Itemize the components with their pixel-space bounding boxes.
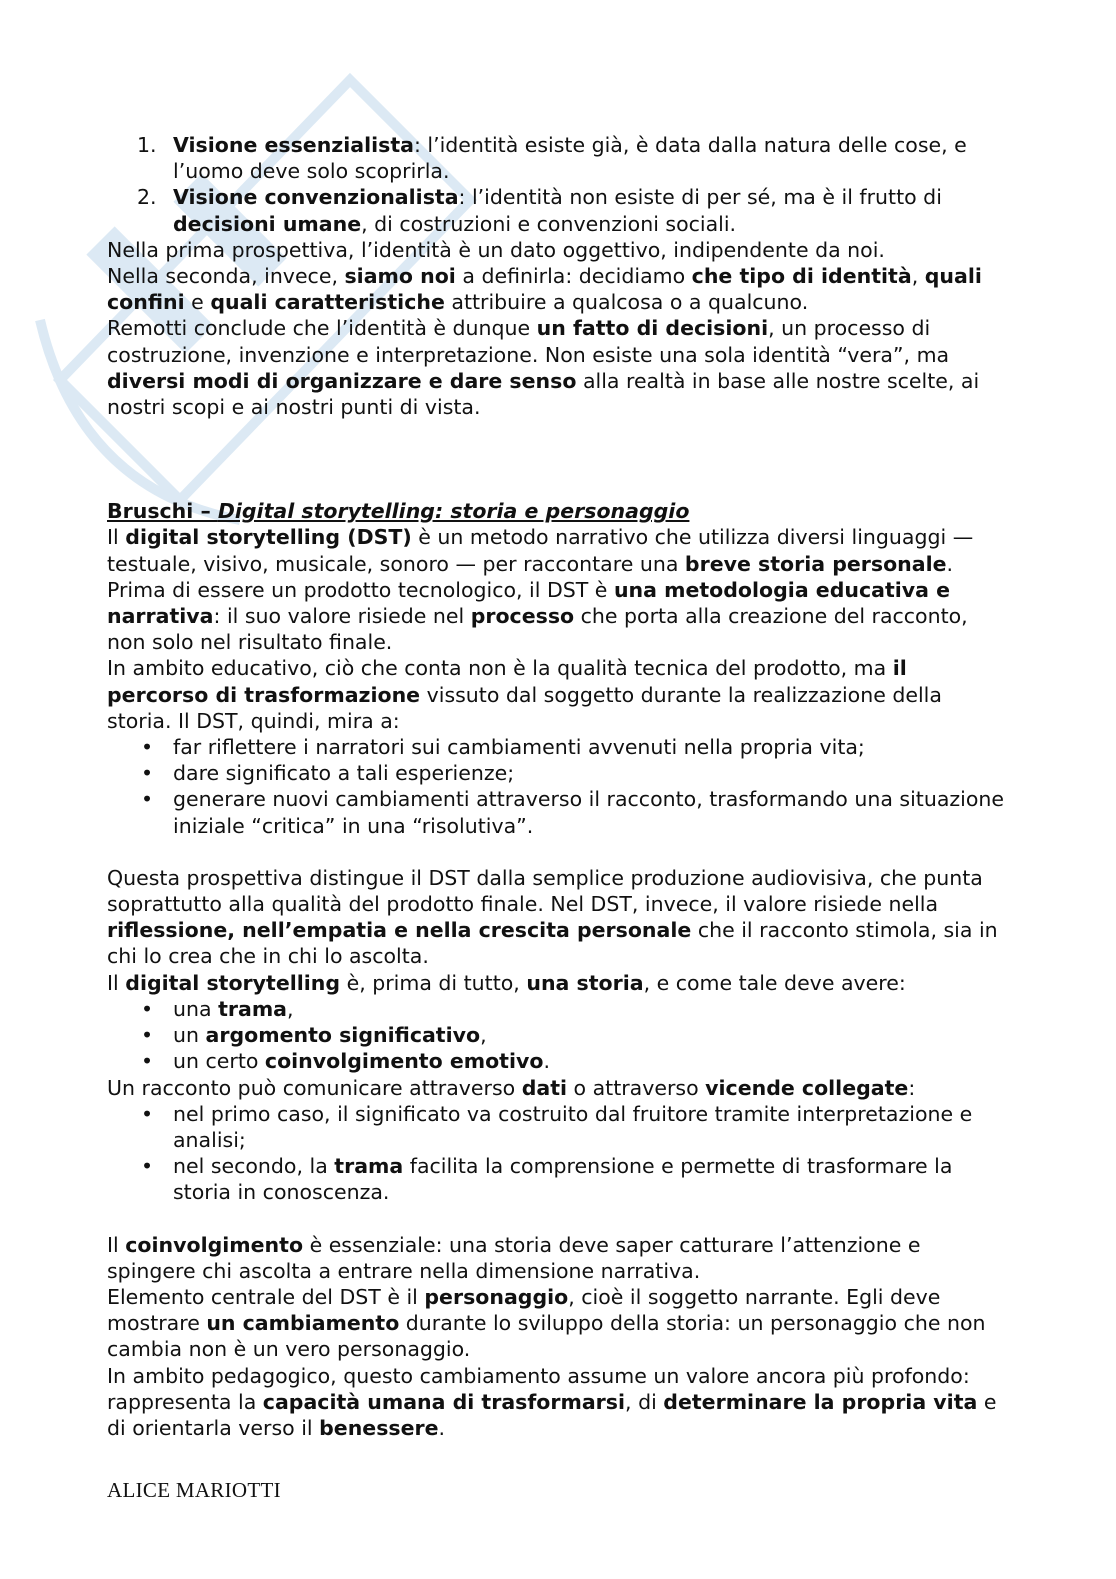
footer-author: ALICE MARIOTTI bbox=[107, 1478, 281, 1502]
bullet-list bbox=[107, 1101, 1007, 1206]
list-item: • dare significato a tali esperienze; bbox=[107, 760, 1007, 786]
list-item: • una trama, bbox=[107, 996, 1007, 1022]
paragraph: Il digital storytelling (DST) è un metodo narrativo che utilizza diversi linguaggi — testuale, visivo, musicale, sonoro — per raccontare una breve storia personale. Prima di essere un prodotto tecnologico, il DST è una metodologia educativa e narrativa: il suo valore risiede nel processo che porta alla creazione del racconto, non solo nel risultato finale. bbox=[107, 525, 974, 655]
paragraph: Questa prospettiva distingue il DST dalla semplice produzione audiovisiva, che punta soprattutto alla qualità del prodotto finale. Nel DST, invece, il valore risiede nella riflessione, nell’empatia e nella crescita personale che il racconto stimola, sia in chi lo crea che in chi lo ascolta. bbox=[107, 865, 998, 969]
bold-term: Visione essenzialista bbox=[173, 133, 414, 157]
text-span: : l’identità non esiste di per sé, ma è il frutto di bbox=[458, 185, 942, 210]
bold-term: Visione convenzionalista bbox=[173, 185, 459, 210]
paragraph: In ambito educativo, ciò che conta non è la qualità tecnica del prodotto, ma il percorso di trasformazione vissuto dal soggetto durante la realizzazione della storia. Il DST, quindi, mira a: bbox=[107, 656, 942, 733]
list-number: 1. bbox=[137, 133, 157, 157]
paragraph: Nella prima prospettiva, l’identità è un dato oggettivo, indipendente da noi. bbox=[107, 237, 885, 262]
section-heading: Bruschi – Digital storytelling: storia e personaggio bbox=[107, 499, 690, 524]
list-item bbox=[107, 132, 1007, 184]
paragraph: Elemento centrale del DST è il personaggio, cioè il soggetto narrante. Egli deve mostrare un cambiamento durante lo sviluppo della storia: un personaggio che non cambia non è un vero personaggio. bbox=[107, 1284, 986, 1362]
list-item: • un argomento significativo, bbox=[107, 1022, 1007, 1048]
paragraph: In ambito pedagogico, questo cambiamento assume un valore ancora più profondo: rappresenta la capacità umana di trasformarsi, di determinare la propria vita e di orientarla verso il benessere. bbox=[107, 1363, 997, 1440]
text-span: : l’identità esiste già, è data dalla natura delle cose, e l’uomo deve solo scoprirla. bbox=[173, 133, 967, 184]
paragraph: Nella seconda, invece, siamo noi a definirla: decidiamo che tipo di identità, quali confini e quali caratteristiche attribuire a qualcosa o a qualcuno. bbox=[107, 264, 982, 315]
list-number: 2. bbox=[137, 185, 157, 210]
paragraph: Il digital storytelling è, prima di tutto, una storia, e come tale deve avere: bbox=[107, 970, 906, 995]
paragraph: Un racconto può comunicare attraverso dati o attraverso vicende collegate: bbox=[107, 1075, 916, 1100]
bullet-list bbox=[107, 734, 1007, 839]
paragraph: Il coinvolgimento è essenziale: una storia deve saper catturare l’attenzione e spingere chi ascolta a entrare nella dimensione narrativa. bbox=[107, 1232, 921, 1283]
numbered-list bbox=[107, 132, 1007, 237]
text-span: , di costruzioni e convenzioni sociali. bbox=[361, 211, 737, 236]
document-body bbox=[107, 132, 1007, 1441]
list-item bbox=[107, 184, 1007, 236]
list-item: • un certo coinvolgimento emotivo. bbox=[107, 1048, 1007, 1074]
bold-term: decisioni umane bbox=[173, 211, 362, 236]
list-item: • nel secondo, la trama facilita la comprensione e permette di trasformare la storia in conoscenza. bbox=[107, 1153, 1007, 1205]
bullet-list bbox=[107, 996, 1007, 1075]
list-item: • nel primo caso, il significato va costruito dal fruitore tramite interpretazione e analisi; bbox=[107, 1101, 1007, 1153]
paragraph: Remotti conclude che l’identità è dunque un fatto di decisioni, un processo di costruzione, invenzione e interpretazione. Non esiste una sola identità “vera”, ma diversi modi di organizzare e dare senso alla realtà in base alle nostre scelte, ai nostri scopi e ai nostri punti di vista. bbox=[107, 316, 980, 420]
list-item: • far riflettere i narratori sui cambiamenti avvenuti nella propria vita; bbox=[107, 734, 1007, 760]
list-item: • generare nuovi cambiamenti attraverso il racconto, trasformando una situazione iniziale “critica” in una “risolutiva”. bbox=[107, 786, 1007, 838]
